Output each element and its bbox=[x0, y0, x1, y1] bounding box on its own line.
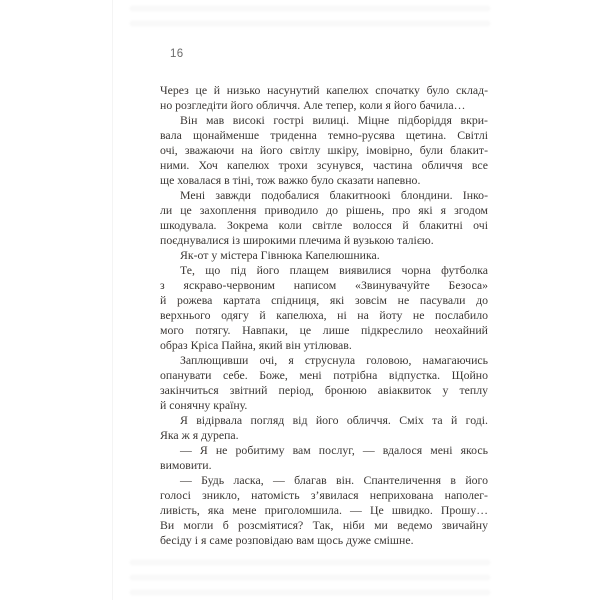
text-block bbox=[160, 83, 488, 548]
paragraph bbox=[160, 413, 488, 443]
text-line: мого потягу. Навпаки, це лише підкреслило неохайний bbox=[160, 323, 488, 337]
text-line: з яскраво-червоним написом «Звинувачуйте Безоса» bbox=[160, 278, 488, 292]
page-edge-line bbox=[112, 0, 113, 600]
paragraph bbox=[160, 473, 488, 548]
text-line: бесіду і я саме розповідаю вам щось дуже смішне. bbox=[160, 533, 414, 547]
text-line: шкодувала. Зокрема коли світле волосся й блакитні очі bbox=[160, 218, 488, 232]
page-number: 16 bbox=[170, 48, 184, 60]
text-line: Ви могли б розсміятися? Так, ніби ми ведемо звичайну bbox=[160, 518, 488, 532]
text-line: Він мав високі гострі вилиці. Міцне підборіддя вкри- bbox=[180, 113, 488, 127]
text-line: верхнього одягу й капелюха, ні на йоту не послабило bbox=[160, 308, 488, 322]
paragraph bbox=[160, 263, 488, 353]
text-line: но розгледіти його обличчя. Але тепер, коли я його бачила… bbox=[160, 98, 466, 112]
text-line: ними. Хоч капелюх трохи зсунувся, частина обличчя все bbox=[160, 158, 488, 172]
text-line: вимовити. bbox=[160, 458, 212, 472]
text-line: вала щонайменше триденна темно-русява щетина. Світлі bbox=[160, 128, 488, 142]
text-line: поєднувалися із широкими плечима й вузькою талією. bbox=[160, 233, 434, 247]
text-line: Заплющивши очі, я струснула головою, намагаючись bbox=[180, 353, 488, 367]
text-line: Те, що під його плащем виявилися чорна футболка bbox=[180, 263, 488, 277]
text-line: Як-от у містера Гівнюка Капелюшника. bbox=[180, 248, 380, 262]
text-line: — Будь ласка, — благав він. Спантеличення в його bbox=[180, 473, 488, 487]
text-line: Мені завжди подобалися блакитноокі блондини. Інко- bbox=[180, 188, 488, 202]
text-line: Яка ж я дурепа. bbox=[160, 428, 239, 442]
paragraph bbox=[160, 248, 488, 263]
text-line: ще ховалася в тіні, тож важко було сказати напевно. bbox=[160, 173, 421, 187]
text-line: — Я не робитиму вам послуг, — вдалося мені якось bbox=[180, 443, 488, 457]
bleedthrough-top bbox=[130, 2, 490, 36]
text-line: ливість, яка мене приголомшила. — Це швидко. Прошу… bbox=[160, 503, 488, 517]
text-line: очі, зважаючи на його світлу шкіру, імовірно, були блакит- bbox=[160, 143, 488, 157]
text-line: опанувати себе. Боже, мені потрібна відпустка. Щойно bbox=[160, 368, 488, 382]
text-line: Я відірвала погляд від його обличчя. Сміх та й годі. bbox=[180, 413, 488, 427]
text-line: Через це й низько насунутий капелюх спочатку було склад- bbox=[160, 83, 488, 97]
bleedthrough-bottom bbox=[130, 556, 490, 596]
text-line: закінчиться звітний період, бронюю авіаквиток у теплу bbox=[160, 383, 488, 397]
paragraph bbox=[160, 353, 488, 413]
text-line: й сонячну країну. bbox=[160, 398, 248, 412]
text-line: голосі зникло, натомість з’явилася неприхована наполег- bbox=[160, 488, 488, 502]
paragraph bbox=[160, 443, 488, 473]
paragraph bbox=[160, 188, 488, 248]
paragraph bbox=[160, 113, 488, 188]
paragraph bbox=[160, 83, 488, 113]
text-line: й рожева картата спідниця, які зовсім не пасували до bbox=[160, 293, 488, 307]
text-line: образ Кріса Пайна, який він утілював. bbox=[160, 338, 352, 352]
text-line: ли це захоплення приводило до рішень, про які я згодом bbox=[160, 203, 488, 217]
